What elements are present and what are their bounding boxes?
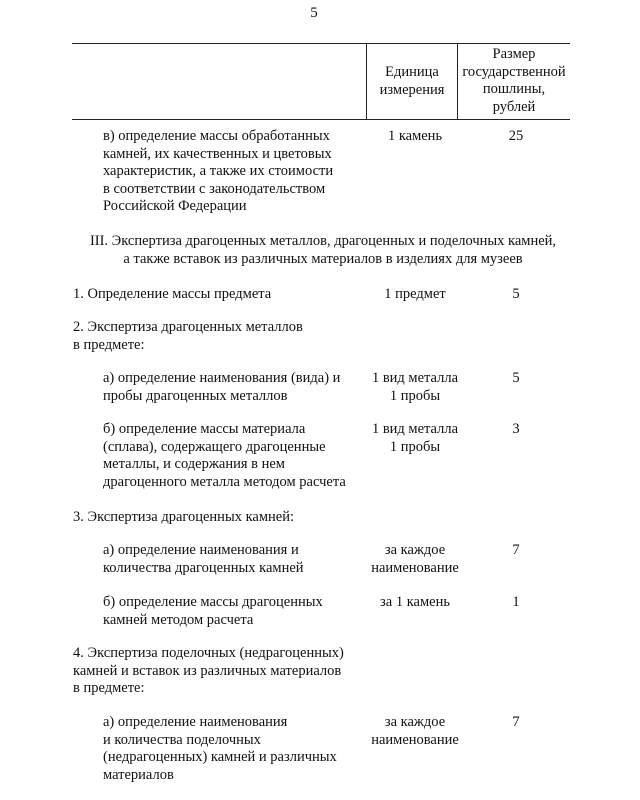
- item-3-description: 3. Экспертиза драгоценных камней:: [73, 509, 294, 525]
- table-header: [72, 43, 570, 120]
- item-3b-description: б) определение массы драгоценных камней методом расчета: [103, 594, 323, 628]
- item-1-unit: 1 предмет: [384, 286, 446, 302]
- row-v-unit: 1 камень: [387, 128, 443, 144]
- item-2a-unit: 1 вид металла 1 пробы: [371, 370, 459, 404]
- item-2-description: 2. Экспертиза драгоценных металлов в предмете:: [73, 319, 303, 353]
- item-2a-fee: 5: [512, 370, 520, 386]
- page-number: 5: [310, 5, 318, 21]
- section-title: III. Экспертиза драгоценных металлов, драгоценных и поделочных камней, а также вставок из различных материалов в изделиях для музеев: [89, 233, 557, 267]
- item-2b-fee: 3: [512, 421, 520, 437]
- item-2b-description: б) определение массы материала (сплава), содержащего драгоценные металлы, и содержания в нем драгоценного металла методом расчета: [103, 421, 346, 490]
- item-1-description: 1. Определение массы предмета: [73, 286, 272, 302]
- item-3a-description: а) определение наименования и количества драгоценных камней: [103, 542, 304, 576]
- item-4a-description: а) определение наименования и количества поделочных (недрагоценных) камней и различных материалов: [103, 714, 337, 783]
- item-3a-fee: 7: [512, 542, 520, 558]
- item-3b-unit: за 1 камень: [380, 594, 450, 610]
- item-3a-unit: за каждое наименование: [371, 542, 459, 576]
- row-v-description: в) определение массы обработанных камней, их качественных и цветовых характеристик, а также их стоимости в соответствии с законодательством Российской Федерации: [103, 128, 334, 214]
- header-fee: Размер государственной пошлины, рублей: [462, 46, 566, 115]
- item-2b-unit: 1 вид металла 1 пробы: [371, 421, 459, 455]
- row-v-fee: 25: [508, 128, 524, 144]
- item-1-fee: 5: [512, 286, 520, 302]
- item-2a-description: а) определение наименования (вида) и пробы драгоценных металлов: [103, 370, 341, 404]
- item-4a-fee: 7: [512, 714, 520, 730]
- header-unit: Единица измерения: [379, 64, 445, 98]
- item-4a-unit: за каждое наименование: [371, 714, 459, 748]
- item-3b-fee: 1: [512, 594, 520, 610]
- item-4-description: 4. Экспертиза поделочных (недрагоценных) камней и вставок из различных материалов в предмете:: [73, 645, 344, 696]
